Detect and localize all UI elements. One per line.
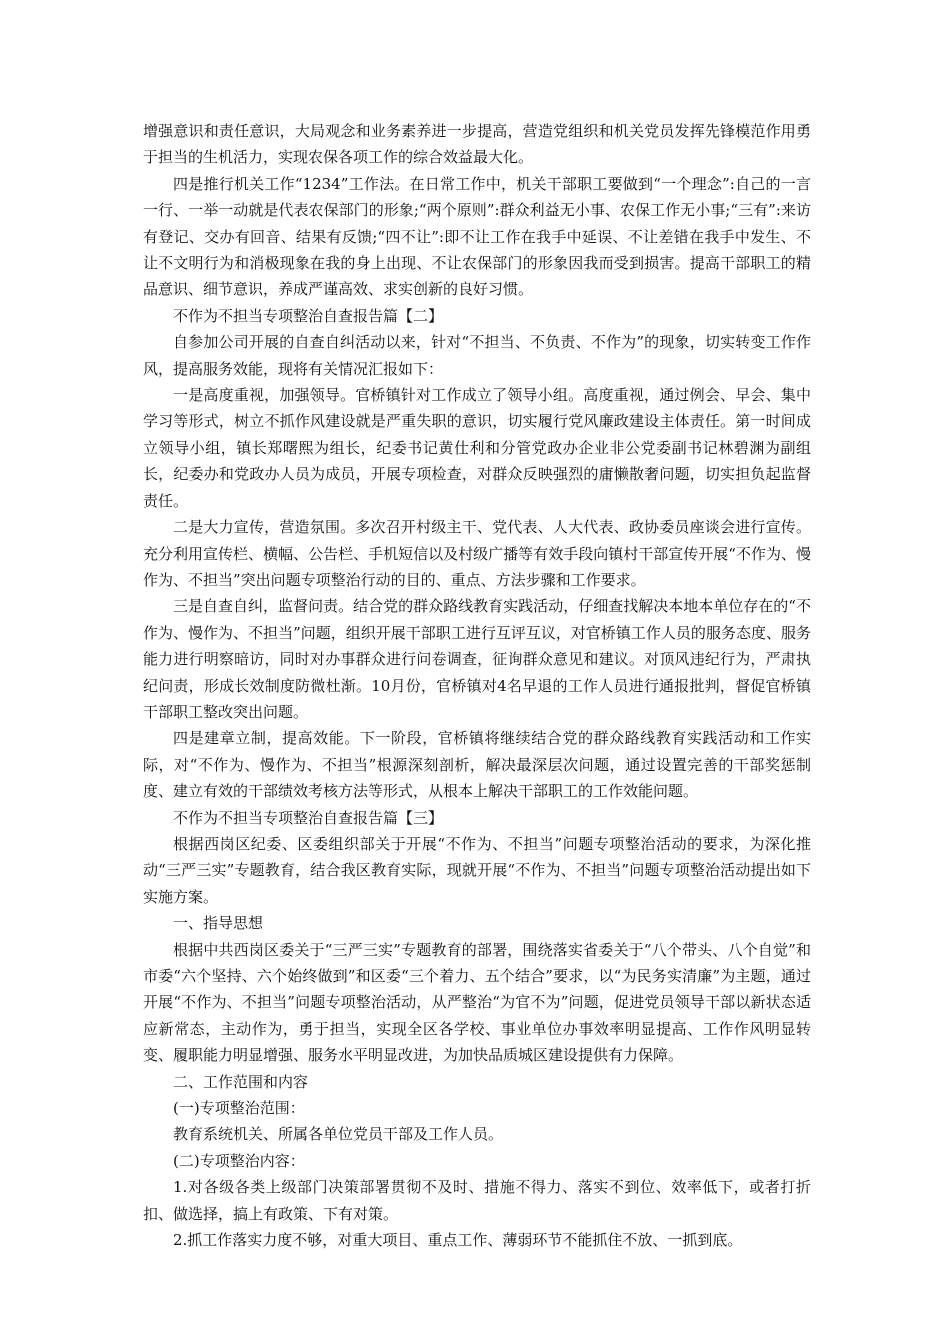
list-item-1: 1.对各级各类上级部门决策部署贯彻不及时、措施不得力、落实不到位、效率低下，或者打折扣、做选择，搞上有政策、下有对策。	[143, 1178, 811, 1223]
paragraph-regulations: 四是建章立制，提高效能。下一阶段，官桥镇将继续结合党的群众路线教育实践活动和工作实际，对“不作为、慢作为、不担当”根源深刻剖析，解决最深层次问题，通过设置完善的干部奖惩制度、建立有效的干部绩效考核方法等形式，从根本上解决干部职工的工作效能问题。	[143, 729, 811, 801]
section-heading-part-3: 不作为不担当专项整治自查报告篇【三】	[173, 808, 444, 827]
section-heading-part-2: 不作为不担当专项整治自查报告篇【二】	[173, 306, 444, 325]
paragraph-publicity: 二是大力宣传，营造氛围。多次召开村级主干、党代表、人大代表、政协委员座谈会进行宣传。充分利用宣传栏、横幅、公告栏、手机短信以及村级广播等有效手段向镇村干部宣传开展“不作为、慢作为、不担当”突出问题专项整治行动的目的、重点、方法步骤和工作要求。	[143, 518, 811, 589]
heading-rectification-content: (二)专项整治内容：	[173, 1151, 305, 1170]
paragraph-intro-part-3: 根据西岗区纪委、区委组织部关于开展“不作为、不担当”问题专项整治活动的要求，为深化推动“三严三实”专题教育，结合我区教育实际，现就开展“不作为、不担当”问题专项整治活动提出如下实施方案。	[143, 834, 811, 906]
paragraph-leadership: 一是高度重视，加强领导。官桥镇针对工作成立了领导小组。高度重视，通过例会、早会、集中学习等形式，树立不抓作风建设就是严重失职的意识，切实履行党风廉政建设主体责任。第一时间成立领导小组，镇长郑曙熙为组长，纪委书记黄仕利和分管党政办企业非公党委副书记林碧渊为副组长，纪委办和党政办人员为成员，开展专项检查，对群众反映强烈的庸懒散奢问题，切实担负起监督责任。	[143, 386, 811, 510]
heading-rectification-scope: (一)专项整治范围：	[173, 1099, 305, 1118]
paragraph-self-inspection: 三是自查自纠，监督问责。结合党的群众路线教育实践活动，仔细查找解决本地本单位存在的“不作为、慢作为、不担当”问题，组织开展干部职工进行互评互议，对官桥镇工作人员的服务态度、服务能力进行明察暗访，同时对办事群众进行问卷调查，征询群众意见和建议。对顶风违纪行为，严肃执纪问责，形成长效制度防微杜渐。10月份，官桥镇对4名早退的工作人员进行通报批判，督促官桥镇干部职工整改突出问题。	[143, 597, 811, 721]
heading-guiding-ideology: 一、指导思想	[173, 914, 264, 933]
paragraph-rectification-scope: 教育系统机关、所属各单位党员干部及工作人员。	[173, 1125, 504, 1144]
list-item-2: 2.抓工作落实力度不够，对重大项目、重点工作、薄弱环节不能抓住不放、一抓到底。	[173, 1231, 743, 1250]
paragraph-guiding-ideology: 根据中共西岗区委关于“三严三实”专题教育的部署，围绕落实省委关于“八个带头、八个自觉”和市委“六个坚持、六个始终做到”和区委“三个着力、五个结合”要求，以“为民务实清廉”为主题，通过开展“不作为、不担当”问题专项整治活动，从严整治“为官不为”问题，促进党员领导干部以新状态适应新常态，主动作为，勇于担当，实现全区各学校、事业单位办事效率明显提高、工作作风明显转变、履职能力明显增强、服务水平明显改进，为加快品质城区建设提供有力保障。	[143, 940, 811, 1065]
paragraph-continuation: 增强意识和责任意识，大局观念和业务素养进一步提高，营造党组织和机关党员发挥先锋模范作用勇于担当的生机活力，实现农保各项工作的综合效益最大化。	[143, 122, 811, 167]
heading-scope-and-content: 二、工作范围和内容	[173, 1072, 309, 1091]
paragraph-1234-method: 四是推行机关工作“1234”工作法。在日常工作中，机关干部职工要做到“一个理念”:自己的一言一行、一举一动就是代表农保部门的形象;“两个原则”:群众利益无小事、农保工作无小事;“三有”:来访有登记、交办有回音、结果有反馈;“四不让”:即不让工作在我手中延误、不让差错在我手中发生、不让不文明行为和消极现象在我的身上出现、不让农保部门的形象因我而受到损害。提高干部职工的精品意识、细节意识，养成严谨高效、求实创新的良好习惯。	[143, 174, 811, 299]
document-page	[143, 118, 811, 1253]
paragraph-intro-part-2: 自参加公司开展的自查自纠活动以来，针对“不担当、不负责、不作为”的现象，切实转变工作作风，提高服务效能，现将有关情况汇报如下：	[143, 333, 811, 378]
